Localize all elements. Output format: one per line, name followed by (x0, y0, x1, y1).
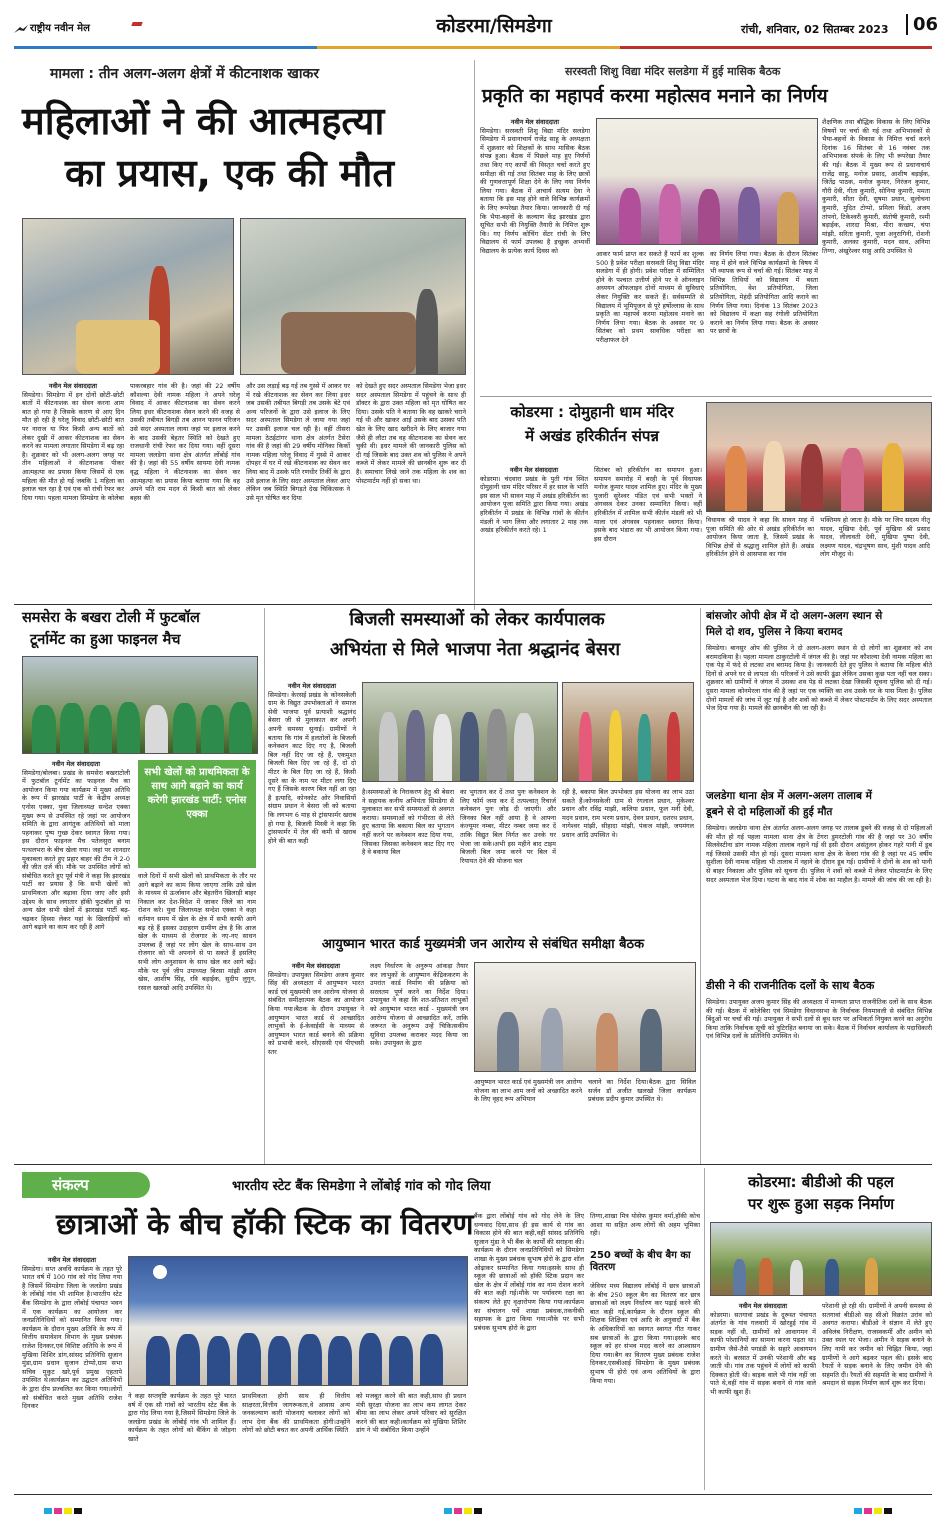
story11-headline-line2: पर शुरू हुआ सड़क निर्माण (747, 1195, 895, 1213)
divider-v1 (474, 60, 475, 610)
story5-headline-line1: बिजली समस्याओं को लेकर कार्यपालक (349, 609, 605, 630)
sbi-logo-icon (153, 1265, 167, 1279)
story8-headline-line1: जलडेगा थाना क्षेत्र में अलग-अलग तालाब में (706, 790, 872, 802)
story1-kicker: मामला : तीन अलग-अलग क्षेत्रों में कीटनाशक खाकर (50, 66, 319, 82)
story4-col2: वाले दिनों में सभी खेलों को प्राथमिकता के तौर पर आगे बढ़ाने का काम किया जाएगा ताकि उसे खेल के माध्यम से ऊर्जावान और बेहतरीन खिलाड़ी बाहर निकाल कर देश-विदेश में जाकर जिले का नाम रोशन करे। युवा जिलाध्यक्ष सन्देश एक्का ने कहा वर्तमान समय में खेल के क्षेत्र में सभी काफी आगे बढ़ रहे हैं इसका उदाहरण ग्रामीण क्षेत्र है कि आज खेल के माध्यम से रोजगार के नए-नए साधन उपलब्ध हैं जहां पर लोग खेल के साथ-साथ उन रोजगार को भी अपनाने से पा सकते हैं इसलिए सभी लोग अनुशासन के साथ खेल कर आगे बढ़ें। मौके पर पूर्व जीप उपाध्यक्ष बिरसा मांझी अमन खेस, आशीष सिंह, रवि बड़ाईक, सुदीप लुगुन, रसाल खलखो आदि उपस्थित थे। (138, 872, 256, 992)
story1-photo-2 (240, 218, 466, 375)
story3-headline-line2: में अखंड हरिकीर्तन संपन्न (525, 427, 659, 445)
story3-headline-line1: कोडरमा : दोमुहानी धाम मंदिर (510, 403, 674, 421)
footer-rule (14, 1494, 932, 1495)
story6-headline: आयुष्मान भारत कार्ड मुख्यमंत्री जन आरोग्य से संबंधित समीक्षा बैठक (321, 937, 645, 952)
divider-v4 (704, 1168, 705, 1490)
story7-headline-line1: बांसजोर ओपी क्षेत्र में दो अलग-अलग स्थान से (706, 610, 883, 622)
story4-col1: नवीन मेल संवाददाता सिमडेगा/बोलबा। प्रखंड के समसेरा बखराटोली में फुटबॉल टूर्नामेंट का फाइनल मैच का आयोजन किया गया कार्यक्रम में मुख्य अतिथि के रूप में झारखंड पार्टी के केंद्रीय अध्यक्ष एनोस एक्का, युवा जिलाध्यक्ष सन्देश एक्का मुख्य रूप से उपस्थित रहे जहां पर आयोजन समिति के द्वारा आगंतुक अतिथियों को माला पहनाकर पुष्प गुच्छ देकर स्वागत किया गया। इस दौरान फाइनल मैच पतेलसुरा बनाम पत्थलभरा के बीच खेला गया। जहां पर शानदार मुकाबला करते हुए प्रहार बाहर की टीम ने 2-0 की जीत दर्ज की। मौके पर उपस्थित लोगों को संबोधित करते हुए पूर्व मंत्री ने कहा कि झारखंड पार्टी का प्रयास है कि सभी खेलों को प्राथमिकता और बढ़ावा दिया जाए और इसी उद्देश्य के साथ लगातार हॉकी फुटबॉल हो या अन्य खेल सभी खेलों में झारखंड पार्टी बढ़-चढ़कर हिस्सा लेकर यहां के खिलाड़ियों को आगे बढ़ाने का काम कर रही है आगे (22, 760, 130, 932)
story10-col4: को मजबूत करने की बात कही,साथ ही प्रधान मंत्री सुरक्षा योजना का लाभ कम लागत देकर बीमा का लाभ लेकर अपने परिवार को सुरक्षित करने की बात कही।कार्यक्रम को मुखिया शिशिर डांग ने भी संबोधित किया उन्होंने (356, 1392, 466, 1435)
story1-headline-line1: महिलाओं ने की आत्महत्या (22, 99, 385, 143)
story1-col4: को देखते हुए सदर अस्पताल सिमडेगा भेजा इधर सदर अस्पताल सिमडेगा में पहुंचने के साथ ही डॉक्टर के द्वारा उक्त महिला को मृत घोषित कर दिया। उसके पति ने बताया कि वह खाकरे चराने गई थी और खाकर आई उसके बाद उसका पति खेत के लिए खाद खरीदने के लिए बाजार गया जैसे ही लौटा तब वह कीटनाशक का सेवन कर चुकी थी। इधर मामले की जानकारी पुलिस को दी गई जिसके बाद उक्त शव को पुलिस ने अपने कब्जे में लेकर मामले की छानबीन शुरू कर दी है। समाचार लिखे जाने तक महिला के शव का पोस्टमार्टम नहीं हो सका था। (356, 382, 466, 485)
story3-col2: सितंबर को हरिकीर्तन का समापन हुआ। समापन समारोह में बरही के पूर्व विधायक मनोज कुमार यादव शामिल हुए। मंदिर के मुख्य पुजारी सुरेश्वर पंडित एवं सभी भक्तों ने अंगवस्त्र देकर उनका सम्मानित किया। वहीं हरिकीर्तन में शामिल सभी कीर्तन मंडली को भी माला एवं अंगवस्त्र पहनाकर स्वागत किया। इसके बाद भंडारा का भी आयोजन किया गया। इस दौरान (594, 466, 702, 543)
dateline: रांची, शनिवार, 02 सितम्बर 2023 (741, 23, 889, 36)
story5-col3: का भुगतान कर दें तथा पुनः कनेक्शन के लिए फॉर्म जमा कर दें तत्पश्चात् रिचार्ज कनेक्शन पुनः जोड़ दी जाएगी। और जिनका बिल नहीं आया है वे आफ्ना कंज्यूमर नम्बर, मीटर नम्बर जमा कर दें ताकि विद्युत बिल निर्गत कर उनके घर भेजा जा सके।अभी इस महीने बाद टाइम बिजली बिल जमा करने पर बिल में रियायत देने की योजना चल (460, 788, 556, 865)
story2-col1: नवीन मेल संवाददाता सिमडेगा। सरस्वती शिशु विद्या मंदिर सलडेगा सिमडेगा में प्रधानाचार्य राजेंद्र साहू के अध्यक्षता में शुक्रवार को शिक्षकों के साथ मासिक बैठक संपन्न हुआ। बैठक में पिछले माह हुए निर्णयों तथा किए गए कार्यों की विस्तृत चर्चा करते हुए समीक्षा की गई तथा सितंबर माह के लिए छात्रों की गुणवत्तापूर्ण शिक्षा देने के लिए नया निर्णय लिया गया। बैठक में आचार्य सत्यम देवा ने बताया कि इस माह होने वाले विभिन्न कार्यक्रमों के लिए रूपरेखा तैयार किया। जानकारी दी गई कि भैया-बहनों के कल्याण केंद्र झारखंड द्वारा सूचित सभी की नियुक्ति तैयारी के निमित्त शुरू कि। गए निर्णय कोचिंग सेंटर रांची के लिए विद्यालय से फार्म उपलब्ध है इच्छुक अभ्यर्थी विद्यालय के प्रत्येक कार्य दिवस को (480, 118, 590, 255)
sankalp-label: संकल्प (22, 1172, 150, 1198)
story4-headline-line2: टूर्नामेंट का हुआ फाइनल मैच (30, 632, 181, 648)
story6-photo (474, 962, 696, 1072)
story4-photo (22, 656, 258, 754)
story11-photo (710, 1222, 932, 1296)
story9-body: सिमडेगा। उपायुक्त अजय कुमार सिंह की अध्यक्षता में मान्यता प्राप्त राजनीतिक दलों के साथ बैठक की गई। बैठक में कोलेबिरा एवं सिमडेगा विधानसभा के निर्वाचक नियमावली से संबंधित विभिन्न बिंदुओं पर चर्चा की गई। उपायुक्त ने सभी दलों से बूथ स्तर पर अभिकर्ता नियुक्त करने का अनुरोध किया ताकि निर्वाचक सूची को त्रुटिरहित बनाया जा सके। बैठक में निर्वाचन कार्यालय के पदाधिकारी एवं विभिन्न दलों के प्रतिनिधि उपस्थित थे। (706, 998, 932, 1041)
story6-col1: नवीन मेल संवाददाता सिमडेगा। उपायुक्त सिमडेगा अजय कुमार सिंह की अध्यक्षता में आयुष्मान भारत कार्ड एवं मुख्यमंत्री जन आरोग्य योजना से संबंधित समीक्षात्मक बैठक का आयोजन किया गया।बैठक के दौरान उपायुक्त ने आयुष्मान भारत कार्ड से आच्छादित लाभुकों के ई-केवाईसी के माध्यम से आयुष्मान भारत कार्ड बनाने की प्रक्रिया को प्रभावी करने, सीएससी एवं पीएचसी स्तर (268, 962, 364, 1056)
story6-col3: आयुष्मान भारत कार्ड एवं मुख्यमंत्री जन आरोग्य योजना का लाभ आम जनों को अच्छादित करने के लिए वृहद रूप अभियान (474, 1078, 582, 1104)
story10-headline: छात्राओं के बीच हॉकी स्टिक का वितरण (56, 1207, 474, 1241)
story10-subhead: 250 बच्चों के बीच बैग का वितरण (590, 1250, 691, 1273)
story11-col1: नवीन मेल संवाददाता कोडरमा। सतगावां प्रखंड के दुरूस्त पंचायत अंतर्गत के गांव गलवारी में खोरहुई गांव में सड़क नहीं थी, ग्रामीणों को आवागमन में काफी परेशानियों का सामना करना पड़ता था। ग्रामीण जैसे-तैसे पगडंडी के सहारे आवागमन करते थे। बरसात में उनकी परेशानी और बढ़ जाती थी। गांव तक पहुंचने में लोगों को काफी दिक्कत होती थी। बाइक वाले भी गांव नहीं जा पाते थे,वहीं गांव में सड़क बनाने से गांव वाले भी काफी खुश हैं। (710, 1302, 816, 1396)
story5-photo-1 (362, 682, 558, 782)
page-number: 06 (906, 14, 938, 35)
story11-col2: परेशानी हो रही थी। ग्रामीणों ने अपनी समस्या से सतगावां बीडीओ सह सीओ विक्रांत उरांव को अवगत कराया। बीडीओ ने संज्ञान में लेते हुए अविलंब निरीक्षण, राजस्वकर्मी और अमीन को उक्त स्थल पर भेजा। अमीन ने सड़क बनाने के लिए नापी कर जमीन को चिह्नित किया, जहां ग्रामीणों ने आगे बढ़कर पहल की। इसके बाद रैयतों ने सड़क बनाने के लिए जमीन देने की सहमति दी। रैयतों की सहमति के बाद ग्रामीणों ने श्रमदान से सड़क निर्माण कार्य शुरू कर दिया। (822, 1302, 932, 1388)
story7-headline-line2: मिले दो शव, पुलिस ने किया बरामद (706, 626, 843, 638)
story10-col1: नवीन मेल संवाददाता सिमडेगा। सप्त अवधि कार्यक्रम के तहत पूरे भारत वर्ष में 100 गांव को गोद लिया गया है जिसमें सिमडेगा जिला के जलडेगा प्रखंड के लोंबोई गांव भी शामिल है।भारतीय स्टेट बैंक सिमडेगा के द्वारा लोंबोई पंचायत भवन में एक कार्यक्रम का आयोजन कर जनप्रतिनिधियों को सम्मानित किया गया। कार्यक्रम के दौरान मुख्य अतिथि के रूप में वित्तीय समावेशन विभाग के मुख्य प्रबंधक राजेश दिनकर,एवं विशिष्ट अतिथि के रूप में मुखिया शिशिर डांग,सांसद प्रतिनिधि सुजान मुंडा,ग्राम प्रधान सुजान टोप्पो,ग्राम सभा सचिव मुकुट खरे,पूर्व प्रमुख एहतापे उपस्थित थे।कार्यक्रम का उद्घाटन अतिथियों के द्वारा दीप प्रज्वलित कर किया गया।लोगों को संबोधित करते मुख्य अतिथि राजेश दिनकर (22, 1256, 122, 1411)
story10-col6b: जेवियर मध्य विद्यालय लोंबोई में छात्र छात्राओं के बीच 250 स्कूल बैग का वितरण कर छात्र छात्राओं को लक्ष्य निर्धारण कर पढ़ाई करने की बात कही गई,कार्यक्रम के दौरान स्कूल की शिक्षक शिक्षिका एवं आदि के अनुवादों में बैंक के अधिकारियों का स्वागत स्वागत गीत गाकर सब छात्राओं के द्वारा किया गया।इसके बाद स्कूल को हर संभव मदद करने का आश्वासन दिया गया।बैग का वितरण मुख्य प्रबंधक राजेश दिनकर,एसबीआई सिमडेगा के मुख्य प्रबंधक सुभाष पी होरो एवं अन्य अतिथियों के द्वारा किया गया। (590, 1282, 700, 1385)
story6-col4: चलाने का निर्देश दिया।बैठक द्वारा सिविल सर्जन डॉ अजीत खलखो जिला कार्यक्रम प्रबंधक प्रदीप कुमार उपस्थित थे। (588, 1078, 696, 1104)
story8-headline-line2: डूबने से दो महिलाओं की हुई मौत (706, 806, 833, 818)
masthead (14, 8, 939, 48)
story3-photo (706, 402, 932, 512)
registration-marks-icon (14, 1507, 932, 1515)
story5-headline-line2: अभियंता से मिले भाजपा नेता श्रद्धानंद बेसरा (329, 639, 621, 660)
story2-headline: प्रकृति का महापर्व करमा महोत्सव मनाने का निर्णय (482, 85, 828, 107)
story3-col3: विधायक श्री यादव ने कहा कि सावन माह में पूजा समिति की ओर से अखंड हरिकीर्तन का आयोजन किया जाता है, जिसमें प्रखंड के विभिन्न क्षेत्रों से श्रद्धालु शामिल होते हैं। अखंड हरिकीर्तन होने से आसपास का गांव (706, 516, 814, 559)
divider-v2 (264, 608, 265, 1164)
story10-kicker: भारतीय स्टेट बैंक सिमडेगा ने लोंबोई गांव को गोद लिया (232, 1179, 491, 1194)
divider-h3 (14, 604, 932, 605)
story10-photo (128, 1256, 468, 1386)
paper-name: राष्ट्रीय नवीन मेल (30, 23, 90, 34)
story2-col4: शैक्षणिक तथा बौद्धिक विकास के लिए विभिन्न विषयों पर चर्चा की गई तथा अभिभावकों से भैया-बहनों के विकास के निमित्त चर्चा करने दिनांक 16 सितंबर से 16 नवंबर तक अभिभावक संपर्क के लिए भी रूपरेखा तैयार की गई। बैठक में मुख्य रूप से प्रधानाचार्य राजेंद्र साहू, मनोज प्रसाद, आशीष बड़ाईक, जितेंद्र पाठक, मनोज कुमार, निरंजन कुमार, गौरी देवी, गीता कुमारी, सोनिया कुमारी, ममता कुमारी, सीता देवी, सुषमा प्रधान, सुलोचना कुमारी, मुदित टोप्पो, प्रमिला किंडो, अजय तांपनो, टिकेश्वरी कुमारी, संतोषी कुमारी, रश्मी बड़ाईक, शारदा मिश्रा, मीरा कच्छप, चंपा मांझी, सरिता कुमारी, पूजा अनुरागिनी, रोशनी कुमारी, अलका कुमारी, मदन साव, अनिमा तिग्गा, अंखुरेश्वर साहु आदि उपस्थित थे (822, 118, 930, 255)
story1-headline-line2: का प्रयास, एक की मौत (65, 151, 395, 195)
story4-headline-line1: समसेरा के बखरा टोली में फुटबॉल (22, 610, 200, 626)
story7-body: सिमडेगा। बानसुर ओप की पुलिस ने दो अलग-अलग स्थान से दो लोगों का शुक्रवार को शव बरामदकिया है। पहला मामला ठाकुरटोली में जंगल की है। जहां पर कौशल्या देवी नामक महिला का एक पेड़ में फंदे से लटका शव बरामद किया है। जानकारी देते हुए पुलिस ने बताया कि महिला बीते दिनों से अपने घर से लापता थी। परिजनों ने उसे काफी ढूंढा लेकिन उसका कुछ पता नहीं चल सका। शुक्रवार को ग्रामीणों ने जंगल में उसका शव पेड़ से लटका देखा जिसकी सूचना पुलिस को दी गई। दूसरा मामला कोनमेरला गांव की है जहां पर एक व्यक्ति का शव उसके घर के पास मिला है। पुलिस दोनों मामलों की जांच में जुट गई है और शवों को कब्जे में लेकर पोस्टमार्टम के लिए सदर अस्पताल भेज दिया गया है। मामले की छानबीन की जा रही है। (706, 644, 932, 713)
story1-col1: नवीन मेल संवाददाता सिमडेगा। सिमडेगा में इन दोनों छोटी-छोटी बातों में कीटनाशक का सेवन करना आम बात हो गया है जिसके कारण से आए दिन मौत हो रही है घरेलू विवाद छोटी-छोटी बात पर नाराज या फिर किसी अन्य बातों को लेकर दुखी में आकर कीटनाशक का सेवन करने का मामला लगातार सिमडेगा में बढ़ रहा है। शुक्रवार को भी अलग-अलग जगह पर तीन महिलाओं ने कीटनाशक पीकर आत्महत्या का प्रयास किया जिसमें से एक महिला की मौत हो गई जबकि 1 महिला का इलाज चल रहा है एवं एक को रांची रेफर कर दिया गया। पहला मामला सिमडेगा के कोलेबा (22, 382, 124, 502)
story5-col1: नवीन मेल संवाददाता सिमडेगा। केरसई प्रखंड के कोनसकेली ग्राम के विद्युत उपभोक्ताओं ने समाज सेवी भाजपा पूर्व प्रत्याशी श्रद्धानंद बेसरा जी से मुलाकात कर अपनी अपनी समस्या सुनाई। ग्रामीणों ने बताया कि गांव में हलताेलों के बिजली कनेक्शन काट दिए गए है, बिजली बिल नहीं दिए जा रहे हैं, एकमुश्त बिजली बिल दिए जा रहे हैं, दो दो मीटर के बिल दिए जा रहे हैं, किसी दूसरे का के नाम पर मीटर लगा दिए गए हैं जिसके कारण बिल नहीं आ रहा है इत्यादि, कोनकोट ओर निवासियों संग्राम प्रधान ने बेसरा जी को बताया कि लगभग 6 माह से ट्रांसफार्मर खराब हो गया है, बिजली मिस्त्री ने कहा कि ट्रांसफार्मर में तेल की कमी से खराब होने की बात कही (268, 682, 356, 845)
story6-col2: लक्ष्य निर्धारण के अनुरूप आंकड़ा तैयार कर लाभुकों के आयुष्मान केंद्रिककरण के उपरांत कार्ड निर्माण की प्रक्रिया को सरलतम पूर्ण करने का निर्देश दिया। उपायुक्त ने कहा कि शत-प्रतिशत लाभुकों को आयुष्मान भारत कार्ड - मुख्यमंत्री जन आरोग्य योजना से आच्छादित करें, ताकि जरूरत के अनुरूप उन्हें चिकित्सकीय सुविधा उपलब्ध कराकर मदद किया जा सके। उपायुक्त के द्वारा (370, 962, 468, 1048)
story5-col2: है।समस्याओं के निराकरण हेतु श्री बेसरा ने सहायक कनीय अभियंता सिमडेगा से मुलाकात कर सभी समस्याओं से अवगत कराया। समस्याओं को गंभीरता से लेते हुए बताया कि बकाया बिल का भुगतान नहीं करने पर कनेक्शन काट दिया गया, जिसका जिसका कनेक्शन काट दिए गए है वे बकाया बिल (362, 788, 454, 857)
masthead-accent (131, 22, 142, 26)
story4-pullquote: सभी खेलों को प्राथमिकता के साथ आगे बढ़ाने का कार्य करेगी झारखंड पार्टी: एनोस एक्का (138, 760, 256, 868)
story1-photo-1 (22, 218, 234, 375)
story2-kicker: सरस्वती शिशु विद्या मंदिर सलडेगा में हुई मासिक बैठक (565, 65, 781, 78)
story11-headline-line1: कोडरमा: बीडीओ की पहल (748, 1173, 894, 1191)
divider-h2 (480, 396, 932, 397)
story9-headline: डीसी ने की राजनीतिक दलों के साथ बैठक (706, 979, 875, 992)
footer-color-bar (14, 1500, 932, 1508)
story1-col2: पाकरबहार गांव की है। जहां की 22 वर्षीय कौशल्या देवी नामक महिला ने अपने घरेलू विवाद में आकर कीटनाशक का सेवन करने लिया इधर कीटनाशक सेवन करने की वजह से उसकी तबीयत बिगड़ी तब आनन फानन परिजन उसे सदर अस्पताल लाया जहां पर इलाज करने के बाद उसकी बेहतर स्थिति को देखते हुए राजधानी रांची रेफर कर दिया गया। वहीं दूसरा मामला जलडेगा थाना क्षेत्र अंतर्गत लोंबोई गांव की है। जहां की 55 वर्षीय सायमा देवी नामक वृद्ध महिला ने कीटनाशक का सेवन कर आत्महत्या का प्रयास किया बताया गया कि वह अपने पति राम मदन से किसी बात को लेकर बहस की (130, 382, 240, 502)
story1-col3: और उस लड़ाई बढ़ गई तब गुस्से में आकर घर में रखे कीटनाशक का सेवन कर लिया इधर जब उसकी तबीयत बिगड़ी तब उसके बेटे एवं अन्य परिजनों के द्वारा उसे इलाज के लिए सदर अस्पताल सिमडेगा ले जाया गया जहां पर उसकी इलाज चल रही है। वहीं तीसरा मामला ठेठईटांगर थाना क्षेत्र अंतर्गत टैसेरा गांव की है जहां की 29 वर्षीय मोनिका किर्को नामक महिला घरेलू विवाद में गुस्से में आकर दोपहर में घर में रखे कीटनाशक का सेवन कर लिया बाद में उसके पति रणधीर तिर्की के द्वारा उसे इलाज के लिए सदर अस्पताल लेकर आए लेकिन जब स्थिति बिगड़ते देख चिकित्सक ने उसे मृत घोषित कर दिया (246, 382, 350, 502)
story2-col3: का निर्णय लिया गया। बैठक के दौरान सितंबर माह में होने वाले विभिन्न कार्यक्रमों के विषय में भी व्यापक रूप से चर्चा की गई। सितंबर माह में विभिन्न तिथियों को विद्यालय में बस्ता प्रतियोगिता, वेश प्रतियोगिता, जिला प्रतियोगिता, मेहंदी प्रतियोगिता आदि कराने का निर्णय लिया गया। दिनांक 13 सितंबर 2023 को विद्यालय में कक्षा सह रंगोली प्रतियोगिता कराने का निर्णय लिया गया। बैठक के अवसर पर छात्रों के (710, 250, 818, 336)
story10-col3: प्राथमिकता होगी साथ ही वित्तीय साक्षरता,वित्तीय जागरूकता,वे आवास अन्य जनकल्याण कारी योजनाएं चलाकर लोगों को लाभ देना बैंक की प्राथमिकता होगी।उन्होंने लोगों को छोटी बचत कर अपनी आर्थिक स्थिति (242, 1392, 350, 1435)
story10-col6: तिग्गा,शाखा मित्र योसेफ कुमार वर्मा,हॉकी कोच आशा या सहित अन्य लोगों की अहम भूमिका रही। (590, 1212, 700, 1238)
story5-photo-2 (562, 682, 694, 782)
story8-body: सिमडेगा। जलडेगा थाना क्षेत्र अंतर्गत अलग-अलग जगह पर तालाब डूबने की वजह से दो महिलाओं की मौत हो गई पहला मामला थाना क्षेत्र के टेंगरा डुमरटोली गांव की है जहां पर 30 वर्षीय सिलवेस्टीना डांग नामक महिला तालाब नहाने गई थी इसी दौरान असंतुलन होकर गहरे पानी में डूब गई जिससे उसकी मौत हो गई। दूसरा मामला थाना क्षेत्र के केवरा गांव की है जहां पर 45 वर्षीय सुशीला देवी नामक महिला भी तालाब में नहाने के दौरान डूब गई। ग्रामीणों ने दोनों के शव को पानी से बाहर निकाला और पुलिस को सूचना दी। पुलिस ने शवों को कब्जे में लेकर पोस्टमार्टम के लिए सदर अस्पताल भेज दिया। घटना के बाद गांव में शोक का माहौल है। मामले की जांच की जा रही है। (706, 824, 932, 884)
story10-col2: ने कहा सप्तवृष्टि कार्यक्रम के तहत पूरे भारत वर्ष में एक सौ गांवों को भारतीय स्टेट बैंक के द्वारा गोद लिया गया है,जिसमें सिमडेगा जिले के जलडेगा प्रखंड के लोंबोई गांव भी शामिल हैं।कार्यक्रम के तहत लोगों को बैंकिंग से जोड़ना खाते (128, 1392, 236, 1443)
section-title: कोडरमा/सिमडेगा (436, 15, 552, 37)
story3-col4: भक्तिमय हो जाता है। मौके पर जिप सदस्य नीतू यादव, मुखिया देवी, पूर्व मुखिया श्री प्रसाद यादव, लीलावती देवी, मुखिया पुष्पा देवी, लक्ष्मण यादव, चंद्रभूषण साव, मुंशी यादव आदि लोग मौजूद थे। (820, 516, 930, 559)
story2-col2: आकर फार्म प्राप्त कर सकते हैं फार्म का शुल्क 500 है प्रवेश परीक्षा सरस्वती शिशु विद्या मंदिर सलडेगा में ही होगी। प्रवेश परीक्षा में सम्मिलित होने के पश्चात उत्तीर्ण होने पर वे ऑनलाइन अध्ययन ऑफलाइन दोनों माध्यम से सुविधाएं लेकर नियुक्ति कर सकते हैं। सर्वसम्मति से विद्यालय में भूमिपूजन से पूरे हर्षोल्लास के साथ प्रकृति का महापर्व करमा महोत्सव मनाने का निर्णय लिया गया। बैठक के अवसर पर 9 सितंबर को प्रथम सावधिक परीक्षा का परीक्षाफल देने (596, 250, 704, 344)
story2-photo (596, 118, 818, 245)
story3-col1: नवीन मेल संवाददाता कोडरमा। चंदवारा प्रखंड के पुती गांव स्थित दोमुहानी धाम मंदिर परिसर में हर साल के भांति इस साल भी सावन माह में अखंड हरिकीर्तन का आयोजन पूजा समिति द्वारा किया गया। अखंड हरिकीर्तन में प्रखंड के विभिन्न गांवों के कीर्तन मंडली ने भाग लिया और लगातार 2 माह तक अखंड हरिकीर्तन करते रहे। 1 (480, 466, 588, 535)
masthead-rule (14, 46, 932, 49)
divider-v3 (700, 608, 701, 1164)
divider-h4 (14, 1164, 932, 1165)
bird-logo-icon (14, 20, 28, 30)
story10-col5: बैंक द्वारा लोंबोई गांव को गोद लेने के लिए धन्यवाद दिया,साथ ही इस कार्य से गांव का विकास होने की बात कही,वहीं सांसद प्रतिनिधि सुजान मुंडा ने भी बैंक के कार्यों की सराहना की। कार्यक्रम के दौरान जनप्रतिनिधियों को सिमडेगा शाखा के मुख्य प्रबंधक सुभाष होरो के द्वारा शॉल ओढ़ाकर सम्मानित किया गया।इसके साथ ही स्कूल की छात्राओं को हॉकी स्टिक प्रदान कर खेल के क्षेत्र में लोंबोई गांव का नाम रोशन करने की बात कही गई।मौके पर पर्यावरण रक्षा का संकल्प लेते हुए वृक्षारोपण किया गया।कार्यक्रम का संचालन पर्चे शाखा प्रबंधक,तकनीकी सहायक के द्वारा किया गया।मौके पर सभी प्रबंधक सुभाष होरो के द्वारा (474, 1212, 584, 1332)
story5-col4: रही है, बकाया बिल उपभोक्ता इस योजना का लाभ उठा सकते हैं।कोनसकेली ग्राम से रंगलाल प्रधान, मुकेश्वर प्रधान और रविंद्र माझी, कलिया प्रधान, फूल मनी देवी, मदन प्रधान, राम भरण प्रधान, देवन प्रधान, दशरथ प्रधान, नागेश्वर मांझी, सीहादा मांझी, पंकज मांझी, जयमंगल प्रधान आदि उपस्थित थे। (562, 788, 694, 839)
